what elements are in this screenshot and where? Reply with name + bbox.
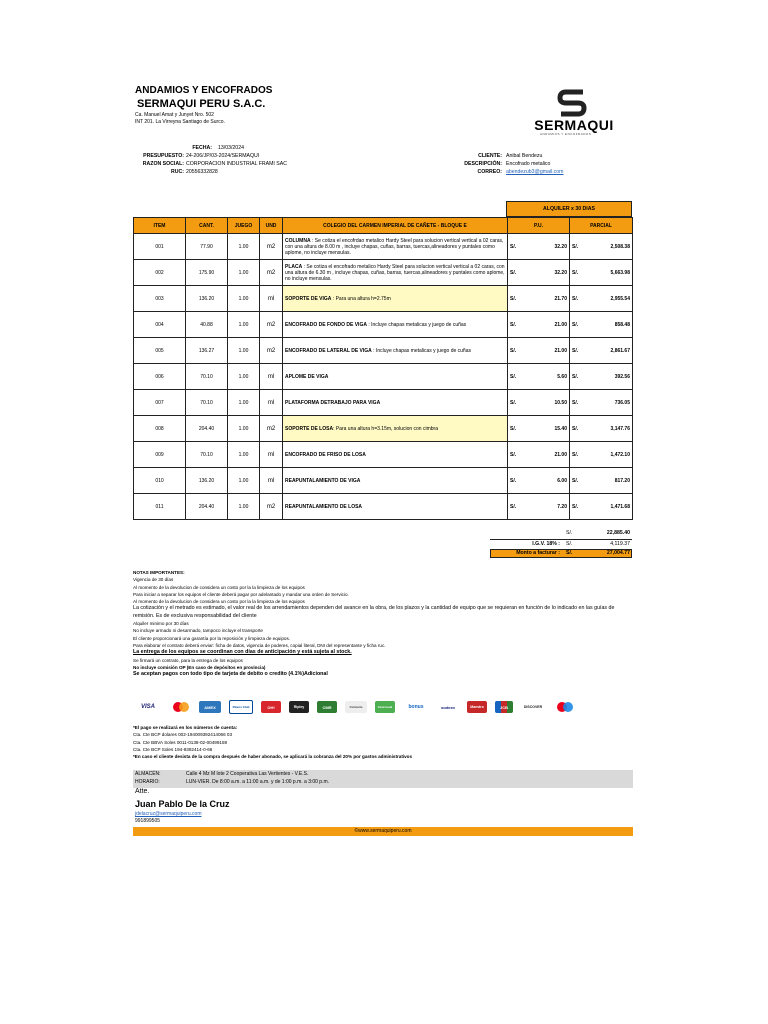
cell-pu: [508, 364, 570, 390]
cell-und: m2: [260, 260, 283, 286]
cell-pu: [508, 312, 570, 338]
cell-item: 009: [134, 442, 186, 468]
description-title: SOPORTE DE VIGA: [285, 295, 332, 302]
cell-parcial: [570, 312, 633, 338]
table-row: [134, 364, 633, 390]
parcial-value: 1,472.10: [610, 451, 630, 458]
correo-label: CORREO:: [477, 169, 502, 175]
igv-label: I.G.V. 18% :: [532, 541, 560, 547]
company-name: ANDAMIOS Y ENCOFRADOS: [135, 85, 273, 96]
cell-juego: 1.00: [228, 494, 260, 520]
total-currency: S/.: [566, 550, 573, 556]
note-line: El cliente proporcionará una garantía por la reposición y limpieza de equipos.: [133, 635, 291, 641]
cell-description: [283, 364, 508, 390]
note-line: Al momento de la devolucion de considera un costo por la la limpieza de los equipos: [133, 599, 305, 605]
table-row: [134, 338, 633, 364]
parcial-value: 1,471.68: [610, 503, 630, 510]
cell-parcial: [570, 338, 633, 364]
parcial-currency: S/.: [572, 425, 579, 432]
cell-und: m2: [260, 234, 283, 260]
atte-text: Atte.: [135, 788, 150, 795]
cell-description: [283, 338, 508, 364]
parcial-currency: S/.: [572, 269, 579, 276]
description-text: : Incluye chapas metalicas y juego de cuñas: [366, 321, 467, 328]
cell-cant: 204.40: [186, 494, 228, 520]
jcb-logo-icon: JCB: [495, 701, 513, 713]
pu-value: 32.20: [554, 243, 567, 250]
horario-label: HORARIO:: [135, 779, 160, 785]
pu-value: 32.20: [554, 269, 567, 276]
table-row: [134, 234, 633, 260]
notes-section: [133, 569, 633, 678]
cell-pu: [508, 442, 570, 468]
cell-juego: 1.00: [228, 416, 260, 442]
cell-item: 011: [134, 494, 186, 520]
bank-section: [133, 724, 633, 760]
fecha-label: FECHA:: [192, 145, 212, 151]
pu-value: 21.00: [554, 451, 567, 458]
cell-description: [283, 468, 508, 494]
pu-currency: S/.: [510, 347, 517, 354]
amex-logo-icon: AMEX: [199, 701, 221, 713]
cell-description: [283, 390, 508, 416]
cell-cant: 70.10: [186, 364, 228, 390]
parcial-value: 392.56: [614, 373, 630, 380]
diners-logo-icon: Diners Club: [229, 700, 253, 714]
discover-logo-icon: DISCOVER: [521, 701, 545, 713]
company-legal-name: SERMAQUI PERU S.A.C.: [137, 98, 266, 110]
cell-item: 001: [134, 234, 186, 260]
parcial-currency: S/.: [572, 295, 579, 302]
cell-description: [283, 442, 508, 468]
cell-und: ml: [260, 442, 283, 468]
pu-currency: S/.: [510, 399, 517, 406]
cell-juego: 1.00: [228, 442, 260, 468]
cell-parcial: [570, 234, 633, 260]
description-title: ENCOFRADO DE FONDO DE VIGA: [285, 321, 367, 328]
note-line: Alquiler minimo por 30 días: [133, 621, 189, 627]
pu-currency: S/.: [510, 321, 517, 328]
bank-warning: *En caso el cliente desista de la compra después de haber abonado, se aplicará la cobranza del 20% por gastos administrativos: [133, 754, 413, 760]
parcial-currency: S/.: [572, 243, 579, 250]
cell-cant: 77.90: [186, 234, 228, 260]
description-title: SOPORTE DE LOSA: [285, 425, 334, 432]
cell-juego: 1.00: [228, 234, 260, 260]
cell-cant: 40.88: [186, 312, 228, 338]
note-contract: Se firmará un contrato, para la entrega de los equipos: [133, 657, 243, 663]
pu-currency: S/.: [510, 269, 517, 276]
pu-value: 7.20: [557, 503, 567, 510]
note-line: No incluye armado ni desarmado, tampoco incluye el transporte: [133, 628, 263, 634]
parcial-value: 3,147.76: [610, 425, 630, 432]
cell-item: 006: [134, 364, 186, 390]
cell-cant: 136.20: [186, 468, 228, 494]
cell-und: ml: [260, 286, 283, 312]
cell-parcial: [570, 442, 633, 468]
cell-und: m2: [260, 312, 283, 338]
note-line: Para elaborar el contrato deberá enviar: ficha de datos, vigencia de poderes, copial literal, DNI del representante y ficha ruc.: [133, 642, 386, 648]
almacen-value: Calle 4 Mz M lote 2 Cooperativa Las Vertientes - V.E.S.: [186, 771, 309, 777]
description-title: PLACA: [285, 263, 303, 270]
cell-cant: 136.27: [186, 338, 228, 364]
pu-currency: S/.: [510, 425, 517, 432]
mastercard-logo-icon: [553, 701, 575, 713]
total-value: 27,004.77: [606, 550, 630, 556]
header-description: COLEGIO DEL CARMEN IMPERIAL DE CAÑETE - BLOQUE E: [283, 218, 508, 234]
cell-pu: [508, 260, 570, 286]
header-cant: CANT.: [186, 218, 228, 234]
pu-value: 6.00: [557, 477, 567, 484]
parcial-value: 2,955.54: [610, 295, 630, 302]
cell-pu: [508, 338, 570, 364]
parcial-currency: S/.: [572, 399, 579, 406]
description-text: : Se cotiza el encofrado metalico Hardy Steel para solucion vertical vertical a 02 caras, con una altura de 6.30 m , incluye chapas, cuñas, barras, tuercas,alineadores y puntales como aplome, no incluye mensulas.: [285, 263, 505, 282]
cell-item: 004: [134, 312, 186, 338]
cmr-logo-icon: CMR: [317, 701, 337, 713]
horario-value: LUN-VIER. De 8:00 a.m. a 11:00 a.m. y de 1:00 p.m. a 3:00 p.m.: [186, 779, 330, 785]
parcial-value: 858.48: [614, 321, 630, 328]
cell-juego: 1.00: [228, 312, 260, 338]
falabella-logo-icon: Falabella: [345, 701, 367, 713]
pu-value: 21.00: [554, 347, 567, 354]
table-row: [134, 494, 633, 520]
description-title: ENCOFRADO DE LATERAL DE VIGA: [285, 347, 372, 354]
signer-name: Juan Pablo De la Cruz: [135, 799, 230, 809]
almacen-label: ALMACÉN:: [135, 771, 161, 777]
oh-logo-icon: OH!: [261, 701, 281, 713]
parcial-currency: S/.: [572, 477, 579, 484]
note-line: Al momento de la devolucion de considera un costo por la la limpieza de los equipos: [133, 584, 305, 590]
bank-account: Cta. Cte BCP Soles 194-9392414-0-66: [133, 746, 213, 752]
footer-website[interactable]: ©www.sermaquiperu.com: [133, 827, 633, 836]
ruc-label: RUC:: [171, 169, 184, 175]
cell-cant: 136.20: [186, 286, 228, 312]
cell-parcial: [570, 416, 633, 442]
table-row: [134, 468, 633, 494]
table-row: [134, 312, 633, 338]
header-juego: JUEGO: [228, 218, 260, 234]
bank-account: Cta. Cte BCP dolares 002-194009392414066 03: [133, 732, 233, 738]
cell-parcial: [570, 390, 633, 416]
cell-juego: 1.00: [228, 260, 260, 286]
company-address-2: INT 201. La Virreyna Santiago de Surco.: [135, 119, 225, 125]
ruc-value: 20556332828: [186, 169, 218, 175]
cell-description: [283, 286, 508, 312]
cell-description: [283, 416, 508, 442]
presupuesto-value: 24-206/JP/03-2024/SERMAQUI: [186, 153, 260, 159]
cell-und: m2: [260, 494, 283, 520]
igv-currency: S/.: [566, 541, 573, 547]
cell-pu: [508, 468, 570, 494]
logo-wordmark: SERMAQUI: [534, 117, 614, 133]
cell-item: 003: [134, 286, 186, 312]
description-title: PLATAFORMA DETRABAJO PARA VIGA: [285, 399, 381, 406]
header-pu: P.U.: [508, 218, 570, 234]
description-text: : Incluye chapas metalicas y juego de cuñas: [371, 347, 471, 354]
mastercard-logo-icon: [169, 701, 191, 713]
cell-parcial: [570, 260, 633, 286]
cell-und: ml: [260, 390, 283, 416]
description-title: COLUMNA: [285, 237, 311, 244]
header-parcial: PARCIAL: [570, 218, 633, 234]
parcial-currency: S/.: [572, 451, 579, 458]
cell-cant: 70.10: [186, 390, 228, 416]
alquiler-header: ALQUILER x 30 DIAS: [506, 201, 632, 217]
bank-account: Cta. Cte BBVA Soles 0011-0138-02-00499159: [133, 739, 228, 745]
cliente-label: CLIENTE:: [478, 153, 502, 159]
description-text: : Para una altura h=3.15m, solucion con cimbra: [333, 425, 438, 432]
table-row: [134, 390, 633, 416]
parcial-value: 5,663.98: [610, 269, 630, 276]
sermaqui-logo-icon: [556, 86, 588, 118]
pu-value: 21.00: [554, 321, 567, 328]
almacen-block: [133, 770, 633, 788]
bonus-logo-icon: bonus: [403, 701, 429, 713]
sodexo-logo-icon: sodexo: [437, 701, 459, 713]
notes-title: NOTAS IMPORTANTES:: [133, 570, 185, 575]
cell-item: 005: [134, 338, 186, 364]
cell-item: 008: [134, 416, 186, 442]
cell-juego: 1.00: [228, 390, 260, 416]
razon-social-label: RAZON SOCIAL:: [142, 161, 184, 167]
ripley-logo-icon: Ripley: [289, 701, 309, 713]
presupuesto-label: PRESUPUESTO:: [143, 153, 184, 159]
cell-item: 007: [134, 390, 186, 416]
parcial-value: 2,508.38: [610, 243, 630, 250]
pu-currency: S/.: [510, 373, 517, 380]
descripcion-label: DESCRIPCIÓN:: [464, 161, 502, 167]
cell-description: [283, 234, 508, 260]
header-item: ITEM: [134, 218, 186, 234]
subtotal-currency: S/.: [566, 530, 573, 536]
fecha-value: 13/03/2024: [218, 145, 244, 151]
pu-value: 21.70: [554, 295, 567, 302]
cell-description: [283, 312, 508, 338]
note-pagos: Se aceptan pagos con todo tipo de tarjeta de debito o credito (4.1%)Adicional: [133, 671, 328, 678]
parcial-value: 2,861.67: [610, 347, 630, 354]
signer-email-link[interactable]: jdelacruz@sermaquiperu.com: [135, 811, 202, 817]
cell-juego: 1.00: [228, 286, 260, 312]
razon-social-value: CORPORACION INDUSTRIAL FRAMI SAC: [186, 161, 287, 167]
cell-pu: [508, 286, 570, 312]
pu-currency: S/.: [510, 295, 517, 302]
pu-currency: S/.: [510, 451, 517, 458]
cell-und: m2: [260, 338, 283, 364]
maestro-logo-icon: Maestro: [467, 701, 487, 713]
pu-value: 15.40: [554, 425, 567, 432]
cell-item: 002: [134, 260, 186, 286]
signer-phone: 991899505: [135, 818, 161, 824]
company-address-1: Ca. Manuel Amat y Junyet Nro. 502: [135, 112, 214, 118]
cell-und: ml: [260, 468, 283, 494]
payment-cards: [135, 699, 625, 715]
correo-link[interactable]: abendezub3@gmail.com: [506, 169, 564, 175]
parcial-currency: S/.: [572, 373, 579, 380]
cell-pu: [508, 234, 570, 260]
cell-cant: 70.10: [186, 442, 228, 468]
cell-cant: 175.90: [186, 260, 228, 286]
note-comision: No incluye comisión OP (En caso de depósitos en provincia): [133, 664, 266, 670]
parcial-currency: S/.: [572, 503, 579, 510]
cell-parcial: [570, 286, 633, 312]
subtotal-value: 22,885.40: [606, 530, 630, 536]
description-title: APLOME DE VIGA: [285, 373, 329, 380]
parcial-currency: S/.: [572, 347, 579, 354]
description-title: REAPUNTALAMIENTO DE VIGA: [285, 477, 361, 484]
cell-parcial: [570, 364, 633, 390]
description-title: REAPUNTALAMIENTO DE LOSA: [285, 503, 363, 510]
cell-pu: [508, 494, 570, 520]
cliente-value: Anibal Bendezu: [506, 153, 543, 159]
quote-table: [133, 217, 633, 520]
igv-value: 4,119.37: [610, 541, 630, 547]
cell-juego: 1.00: [228, 338, 260, 364]
cell-item: 010: [134, 468, 186, 494]
note-line: Vigencia de 30 días: [133, 577, 174, 583]
parcial-currency: S/.: [572, 321, 579, 328]
bank-title: *El pago se realizará en los números de cuenta:: [133, 725, 238, 730]
note-line: Para iniciar a separar los equipos el cliente deberá pagar por adelantado y mandar una orden de Servicio.: [133, 591, 349, 597]
totals-divider: [490, 539, 632, 540]
note-stock: La entrega de los equipos se coordinan con días de anticipación y está sujeta al stock.: [133, 649, 352, 656]
description-text: : Para una altura h=2.75m: [331, 295, 391, 302]
cell-und: ml: [260, 364, 283, 390]
cell-und: m2: [260, 416, 283, 442]
cell-description: [283, 260, 508, 286]
table-row: [134, 286, 633, 312]
cell-pu: [508, 390, 570, 416]
cell-pu: [508, 416, 570, 442]
pu-currency: S/.: [510, 243, 517, 250]
note-estimate: La cotización y el metrado es estimado, el valor real de los arrendamientos dependen del avance en la obra, de los plazos y la cantidad de equipo que se requieran en función de lo indicado en las guías de remisión. Es de exclusiva responsabilidad del cliente: [133, 605, 615, 619]
pu-value: 5.60: [557, 373, 567, 380]
table-row: [134, 442, 633, 468]
pu-currency: S/.: [510, 477, 517, 484]
pu-currency: S/.: [510, 503, 517, 510]
cencosud-logo-icon: Cencosud: [375, 701, 395, 713]
cell-parcial: [570, 494, 633, 520]
descripcion-value: Encofrado metalico: [506, 161, 551, 167]
pu-value: 10.50: [554, 399, 567, 406]
cell-description: [283, 494, 508, 520]
parcial-value: 736.05: [614, 399, 630, 406]
cell-juego: 1.00: [228, 468, 260, 494]
total-label: Monto a facturar :: [516, 550, 560, 556]
table-row: [134, 416, 633, 442]
description-title: ENCOFRADO DE FRISO DE LOSA: [285, 451, 366, 458]
cell-cant: 204.40: [186, 416, 228, 442]
parcial-value: 817.20: [614, 477, 630, 484]
description-text: : Se cotiza el encofrdao metalico Hardy Steel para solucion vertical vertical a 02 caras, con una altura de 8.00 m , incluye chapas, cuñas, barras, tuercas,alineadores y puntales como aplome, no incluye mensulas.: [285, 237, 504, 256]
header-und: UND: [260, 218, 283, 234]
cell-parcial: [570, 468, 633, 494]
cell-juego: 1.00: [228, 364, 260, 390]
table-row: [134, 260, 633, 286]
logo-tagline: ANDAMIOS Y ENCOFRADOS: [540, 132, 592, 136]
visa-logo-icon: VISA: [135, 701, 161, 713]
